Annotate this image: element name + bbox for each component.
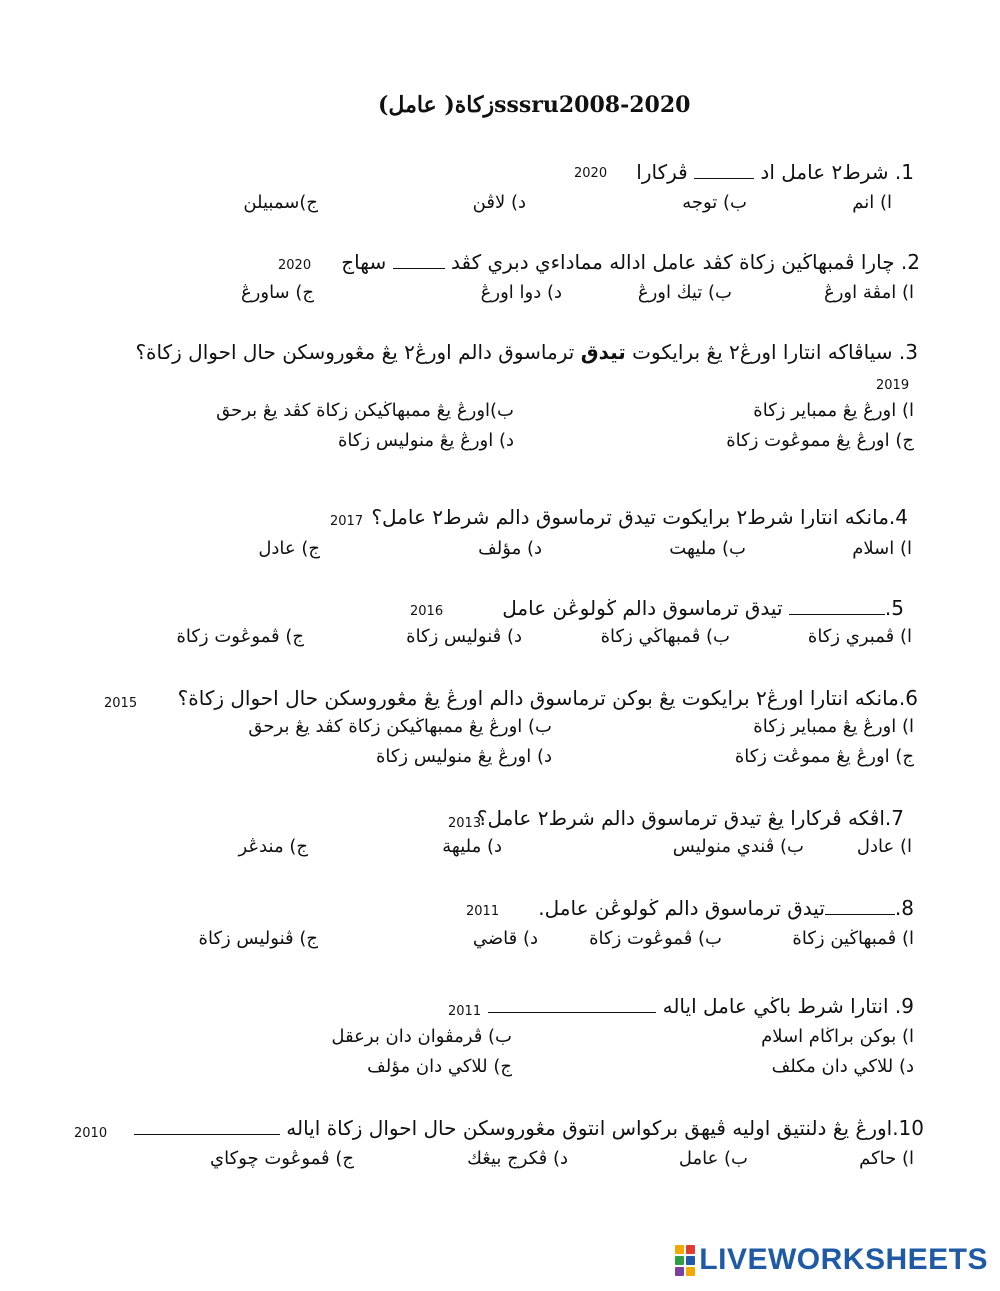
question-10-year: 2010 — [74, 1126, 108, 1141]
question-1-year: 2020 — [574, 166, 608, 181]
q7-option-d[interactable]: د) مليهة — [442, 836, 502, 857]
q9-option-d[interactable]: د) للاكي دان مكلف — [771, 1056, 914, 1077]
q6-option-c[interactable]: ج) اورڠ يڠ مموڠت زكاة — [734, 746, 914, 767]
q9-option-c[interactable]: ج) للاكي دان مؤلف — [367, 1056, 512, 1077]
question-5 — [502, 596, 904, 620]
q5-option-a[interactable]: ا) ڤمبري زكاة — [807, 626, 912, 647]
q2-option-b[interactable]: ب) تيڬ اورڠ — [637, 282, 732, 303]
q7-option-c[interactable]: ج) مندڠر — [238, 836, 308, 857]
q8-option-c[interactable]: ج) ڤنوليس زكاة — [198, 928, 318, 949]
q10-option-c[interactable]: ج) ڤموڠوت چوكاي — [210, 1148, 354, 1169]
liveworksheets-brand[interactable] — [675, 1243, 988, 1277]
q1-option-a[interactable]: ا) انم — [852, 192, 892, 213]
q6-option-b[interactable]: ب) اورڠ يڠ ممبهاڬيكن زكاة كڤد يڠ برحق — [248, 716, 552, 737]
question-9 — [488, 994, 914, 1018]
question-10 — [134, 1116, 924, 1140]
question-2-year: 2020 — [278, 258, 312, 273]
brand-name: LIVEWORKSHEETS — [699, 1243, 988, 1276]
q3-option-b[interactable]: ب)اورڠ يڠ ممبهاڬيكن زكاة كڤد يڠ برحق — [216, 400, 514, 421]
question-6: 6.مانكه انتارا اورڠ٢ برايكوت يڠ بوكن ترماسوق دالم اورڠ يڠ مڠوروسكن حال احوال زكاة؟ — [177, 686, 918, 710]
question-2-text: 2. چارا ڤمبهاڬين زكاة كڤد عامل اداله مماداءي دبري كڤد سهاج — [341, 250, 920, 274]
question-5-year: 2016 — [410, 604, 444, 619]
question-9-text: 9. انتارا شرط باڬي عامل اياله — [488, 994, 914, 1018]
question-3-year: 2019 — [876, 378, 910, 393]
q10-option-a[interactable]: ا) حاكم — [859, 1148, 914, 1169]
q5-option-d[interactable]: د) ڤنوليس زكاة — [406, 626, 522, 647]
q4-option-a[interactable]: ا) اسلام — [852, 538, 912, 559]
emphasis-word: تيدق — [580, 340, 626, 364]
q3-option-a[interactable]: ا) اورڠ يڠ ممباير زكاة — [753, 400, 914, 421]
q3-option-d[interactable]: د) اورڠ يڠ منوليس زكاة — [337, 430, 514, 451]
q8-option-a[interactable]: ا) ڤمبهاڬين زكاة — [792, 928, 914, 949]
liveworksheets-logo-icon — [675, 1245, 695, 1276]
q2-option-d[interactable]: د) دوا اورڠ — [480, 282, 562, 303]
q10-option-b[interactable]: ب) عامل — [678, 1148, 748, 1169]
q5-option-c[interactable]: ج) ڤموڠوت زكاة — [176, 626, 304, 647]
question-5-text: 5. تيدق ترماسوق دالم ڬولوڠن عامل — [502, 596, 904, 620]
question-1-text: 1. شرط٢ عامل اد ڤركارا — [636, 160, 914, 184]
question-4-year: 2017 — [330, 514, 364, 529]
q4-option-b[interactable]: ب) مليهت — [669, 538, 746, 559]
question-2 — [341, 250, 920, 274]
page-title: زكاة( عامل)sssru2008-2020 — [378, 92, 691, 118]
question-1 — [636, 160, 914, 184]
q4-option-c[interactable]: ج) عادل — [258, 538, 320, 559]
q6-option-a[interactable]: ا) اورڠ يڠ ممباير زكاة — [753, 716, 914, 737]
question-8-year: 2011 — [466, 904, 500, 919]
q2-option-a[interactable]: ا) امڤة اورڠ — [824, 282, 914, 303]
q9-option-a[interactable]: ا) بوكن براڬام اسلام — [761, 1026, 914, 1047]
q5-option-b[interactable]: ب) ڤمبهاڬي زكاة — [600, 626, 730, 647]
q6-option-d[interactable]: د) اورڠ يڠ منوليس زكاة — [375, 746, 552, 767]
question-3-text: 3. سياڤاكه انتارا اورڠ٢ يڠ برايكوت تيدق ترماسوق دالم اورڠ٢ يڠ مڠوروسكن حال احوال زكاة؟ — [135, 340, 918, 364]
q8-option-d[interactable]: د) قاضي — [472, 928, 538, 949]
q10-option-d[interactable]: د) ڤكرج بيڠك — [467, 1148, 568, 1169]
q7-option-a[interactable]: ا) عادل — [856, 836, 912, 857]
q1-option-b[interactable]: ب) توجه — [682, 192, 747, 213]
q8-option-b[interactable]: ب) ڤموڠوت زكاة — [589, 928, 722, 949]
q4-option-d[interactable]: د) مؤلف — [478, 538, 542, 559]
question-7-year: 2013 — [448, 816, 482, 831]
q1-option-d[interactable]: د) لاڤن — [472, 192, 526, 213]
question-8 — [538, 896, 914, 920]
question-7: 7.اڤكه ڤركارا يڠ تيدق ترماسوق دالم شرط٢ عامل؟ — [476, 806, 904, 830]
question-10-text: 10.اورڠ يڠ دلنتيق اوليه ڤيهق بركواس انتوق مڠوروسكن حال احوال زكاة اياله — [134, 1116, 924, 1140]
q9-option-b[interactable]: ب) ڤرمڤوان دان برعقل — [331, 1026, 512, 1047]
q2-option-c[interactable]: ج) ساورڠ — [240, 282, 314, 303]
q7-option-b[interactable]: ب) ڤندي منوليس — [672, 836, 804, 857]
q3-option-c[interactable]: ج) اورڠ يڠ مموڠوت زكاة — [726, 430, 914, 451]
question-3 — [135, 340, 918, 364]
q1-option-c[interactable]: ج)سمبيلن — [243, 192, 318, 213]
question-4: 4.مانكه انتارا شرط٢ برايكوت تيدق ترماسوق دالم شرط٢ عامل؟ — [371, 505, 908, 529]
question-6-year: 2015 — [104, 696, 138, 711]
question-8-text: 8.تيدق ترماسوق دالم ڬولوڠن عامل. — [538, 896, 914, 920]
question-9-year: 2011 — [448, 1004, 482, 1019]
